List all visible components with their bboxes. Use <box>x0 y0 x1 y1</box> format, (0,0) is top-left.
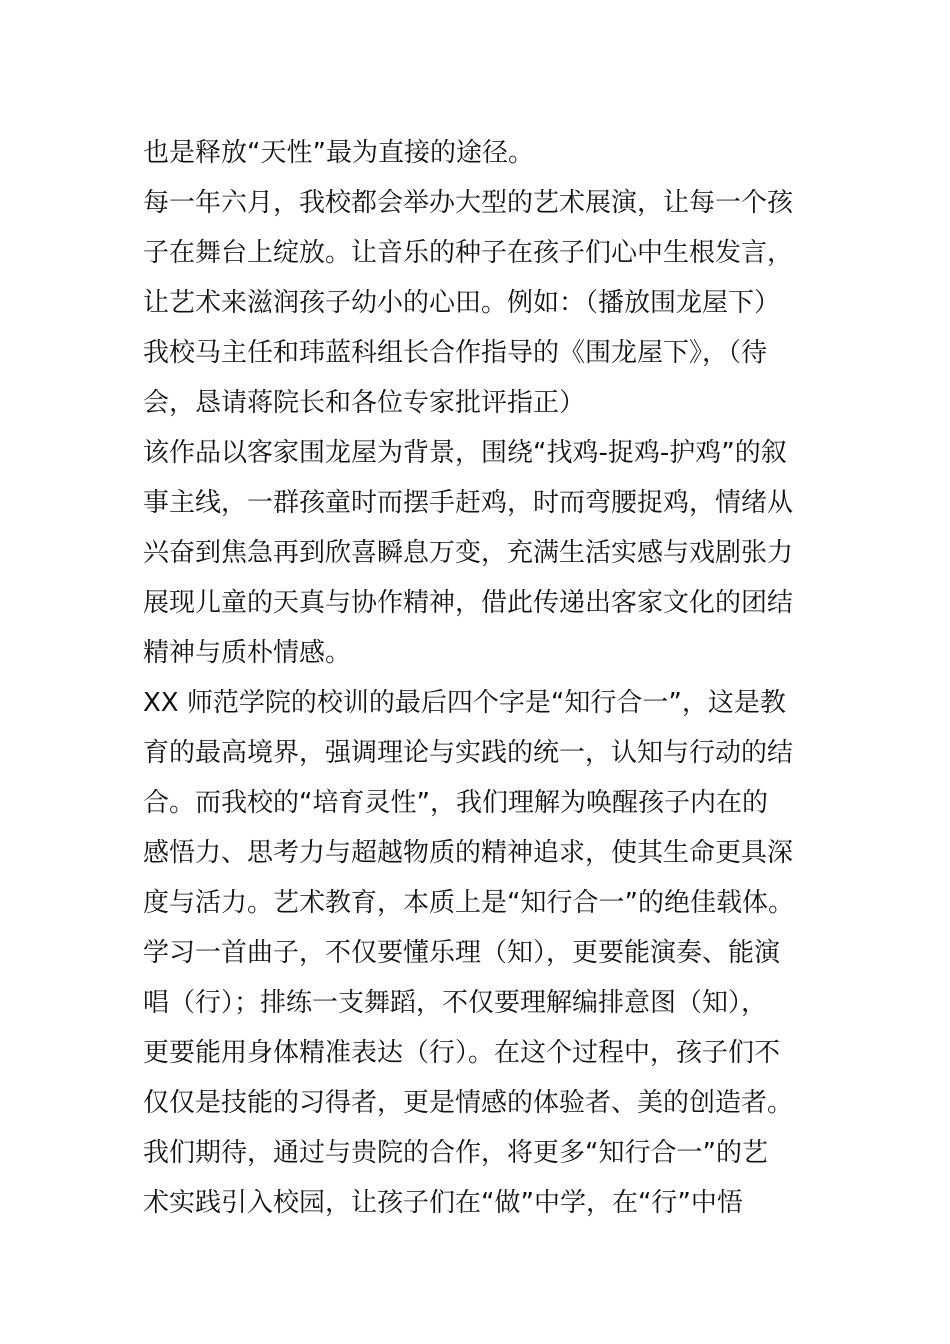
text-line: 展现儿童的天真与协作精神，借此传递出客家文化的团结 <box>143 588 794 618</box>
text-line: XX 师范学院的校训的最后四个字是“知行合一”，这是教 <box>143 688 786 718</box>
text-line: 我校马主任和玮蓝科组长合作指导的《围龙屋下》，（待 <box>143 338 768 368</box>
text-line: 度与活力。艺术教育，本质上是“知行合一”的绝佳载体。 <box>143 888 794 918</box>
text-line: 更要能用身体精准表达（行）。在这个过程中，孩子们不 <box>143 1038 781 1068</box>
text-line: 合。而我校的“培育灵性”，我们理解为唤醒孩子内在的 <box>143 788 768 818</box>
text-line: 学习一首曲子，不仅要懂乐理（知），更要能演奏、能演 <box>143 938 781 968</box>
text-line: 育的最高境界，强调理论与实践的统一，认知与行动的结 <box>143 738 794 768</box>
text-line: 该作品以客家围龙屋为背景，围绕“找鸡-捉鸡-护鸡”的叙 <box>143 438 787 468</box>
text-line: 兴奋到焦急再到欣喜瞬息万变，充满生活实感与戏剧张力 <box>143 538 794 568</box>
text-line: 事主线，一群孩童时而摆手赶鸡，时而弯腰捉鸡，情绪从 <box>143 488 794 518</box>
text-line: 术实践引入校园，让孩子们在“做”中学，在“行”中悟 <box>143 1188 743 1218</box>
text-line: 会，恳请蒋院长和各位专家批评指正） <box>143 388 586 418</box>
document-body <box>143 128 813 1228</box>
text-line: 子在舞台上绽放。让音乐的种子在孩子们心中生根发言， <box>143 238 794 268</box>
text-line: 感悟力、思考力与超越物质的精神追求，使其生命更具深 <box>143 838 794 868</box>
text-line: 我们期待，通过与贵院的合作，将更多“知行合一”的艺 <box>143 1138 768 1168</box>
text-line: 精神与质朴情感。 <box>143 638 352 668</box>
text-line: 唱（行）；排练一支舞蹈，不仅要理解编排意图（知）， <box>143 988 768 1018</box>
text-line: 也是释放“天性”最为直接的途径。 <box>143 138 534 168</box>
text-line: 仅仅是技能的习得者，更是情感的体验者、美的创造者。 <box>143 1088 794 1118</box>
text-line: 每一年六月，我校都会举办大型的艺术展演，让每一个孩 <box>143 188 794 218</box>
text-line: 让艺术来滋润孩子幼小的心田。例如：（播放围龙屋下） <box>143 288 781 318</box>
